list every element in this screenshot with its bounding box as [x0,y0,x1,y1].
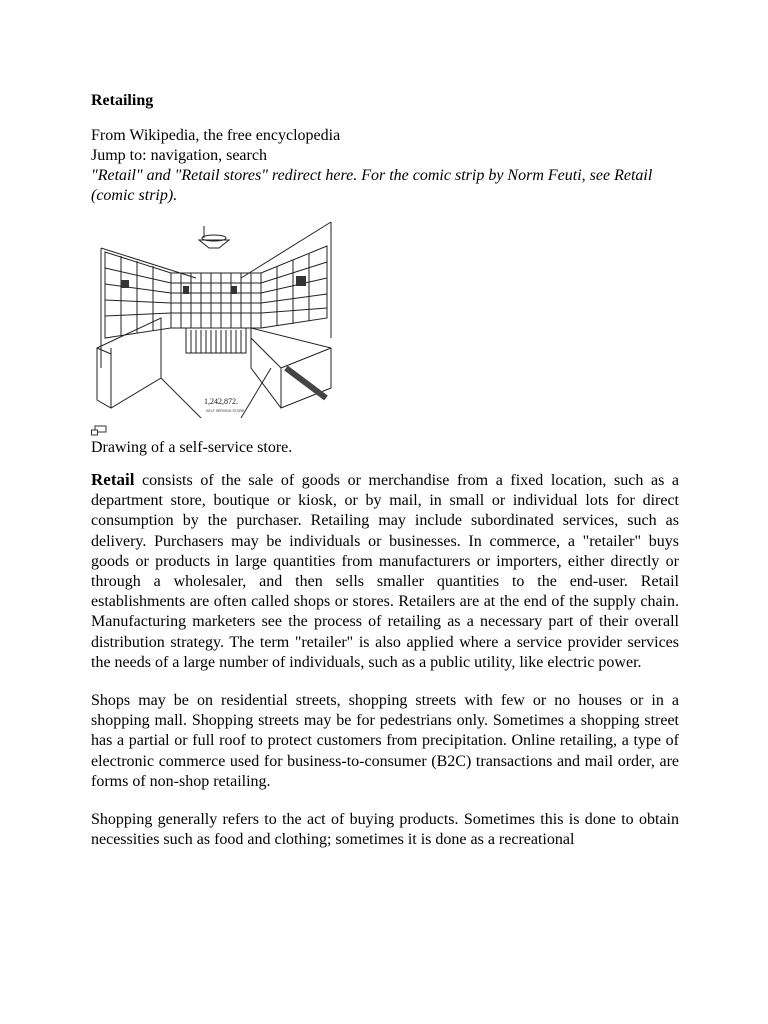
tagline: From Wikipedia, the free encyclopedia [91,127,341,144]
paragraph-shopping: Shopping generally refers to the act of buying products. Sometimes this is done to obtain necessities such as food and clothing; sometimes it is done as a recreational [91,811,679,849]
self-service-store-drawing [91,218,337,418]
paragraph-shops: Shops may be on residential streets, shopping streets with few or no houses or in a shopping mall. Shopping streets may be for pedestrians only. Sometimes a shopping street has a partial or full roof to protect customers from precipitation. Online retailing, a type of electronic commerce used for business-to-consumer (B2C) transactions and mail order, are forms of non-shop retailing. [91,692,679,790]
lead-term: Retail [91,470,135,489]
hatnote: "Retail" and "Retail stores" redirect here. For the comic strip by Norm Feuti, see Retail (comic strip). [91,167,653,204]
jump-links: Jump to: navigation, search [91,147,267,164]
figure-sublabel: SELF SERVING STORE. [206,409,246,413]
article [91,90,679,868]
figure-label: 1,242,872. [204,397,238,406]
figure-caption: Drawing of a self-service store. [91,439,293,456]
paragraph-retail-text: consists of the sale of goods or merchandise from a fixed location, such as a department store, boutique or kiosk, or by mail, in small or individual lots for direct consumption by the purchaser. Retailing may include subordinated services, such as delivery. Purchasers may be individuals or businesses. In commerce, a "retailer" buys goods or products in large quantities from manufacturers or importers, either directly or through a wholesaler, and then sells smaller quantities to the end-user. Retail establishments are often called shops or stores. Retailers are at the end of the supply chain. Manufacturing marketers see the process of retailing as a necessary part of their overall distribution strategy. The term "retailer" is also applied where a service provider services the needs of a large number of individuals, such as a public utility, like electric power. [91,472,679,671]
paragraph-retail [91,470,679,673]
magnify-icon[interactable] [91,424,107,438]
article-title: Retailing [91,92,154,109]
